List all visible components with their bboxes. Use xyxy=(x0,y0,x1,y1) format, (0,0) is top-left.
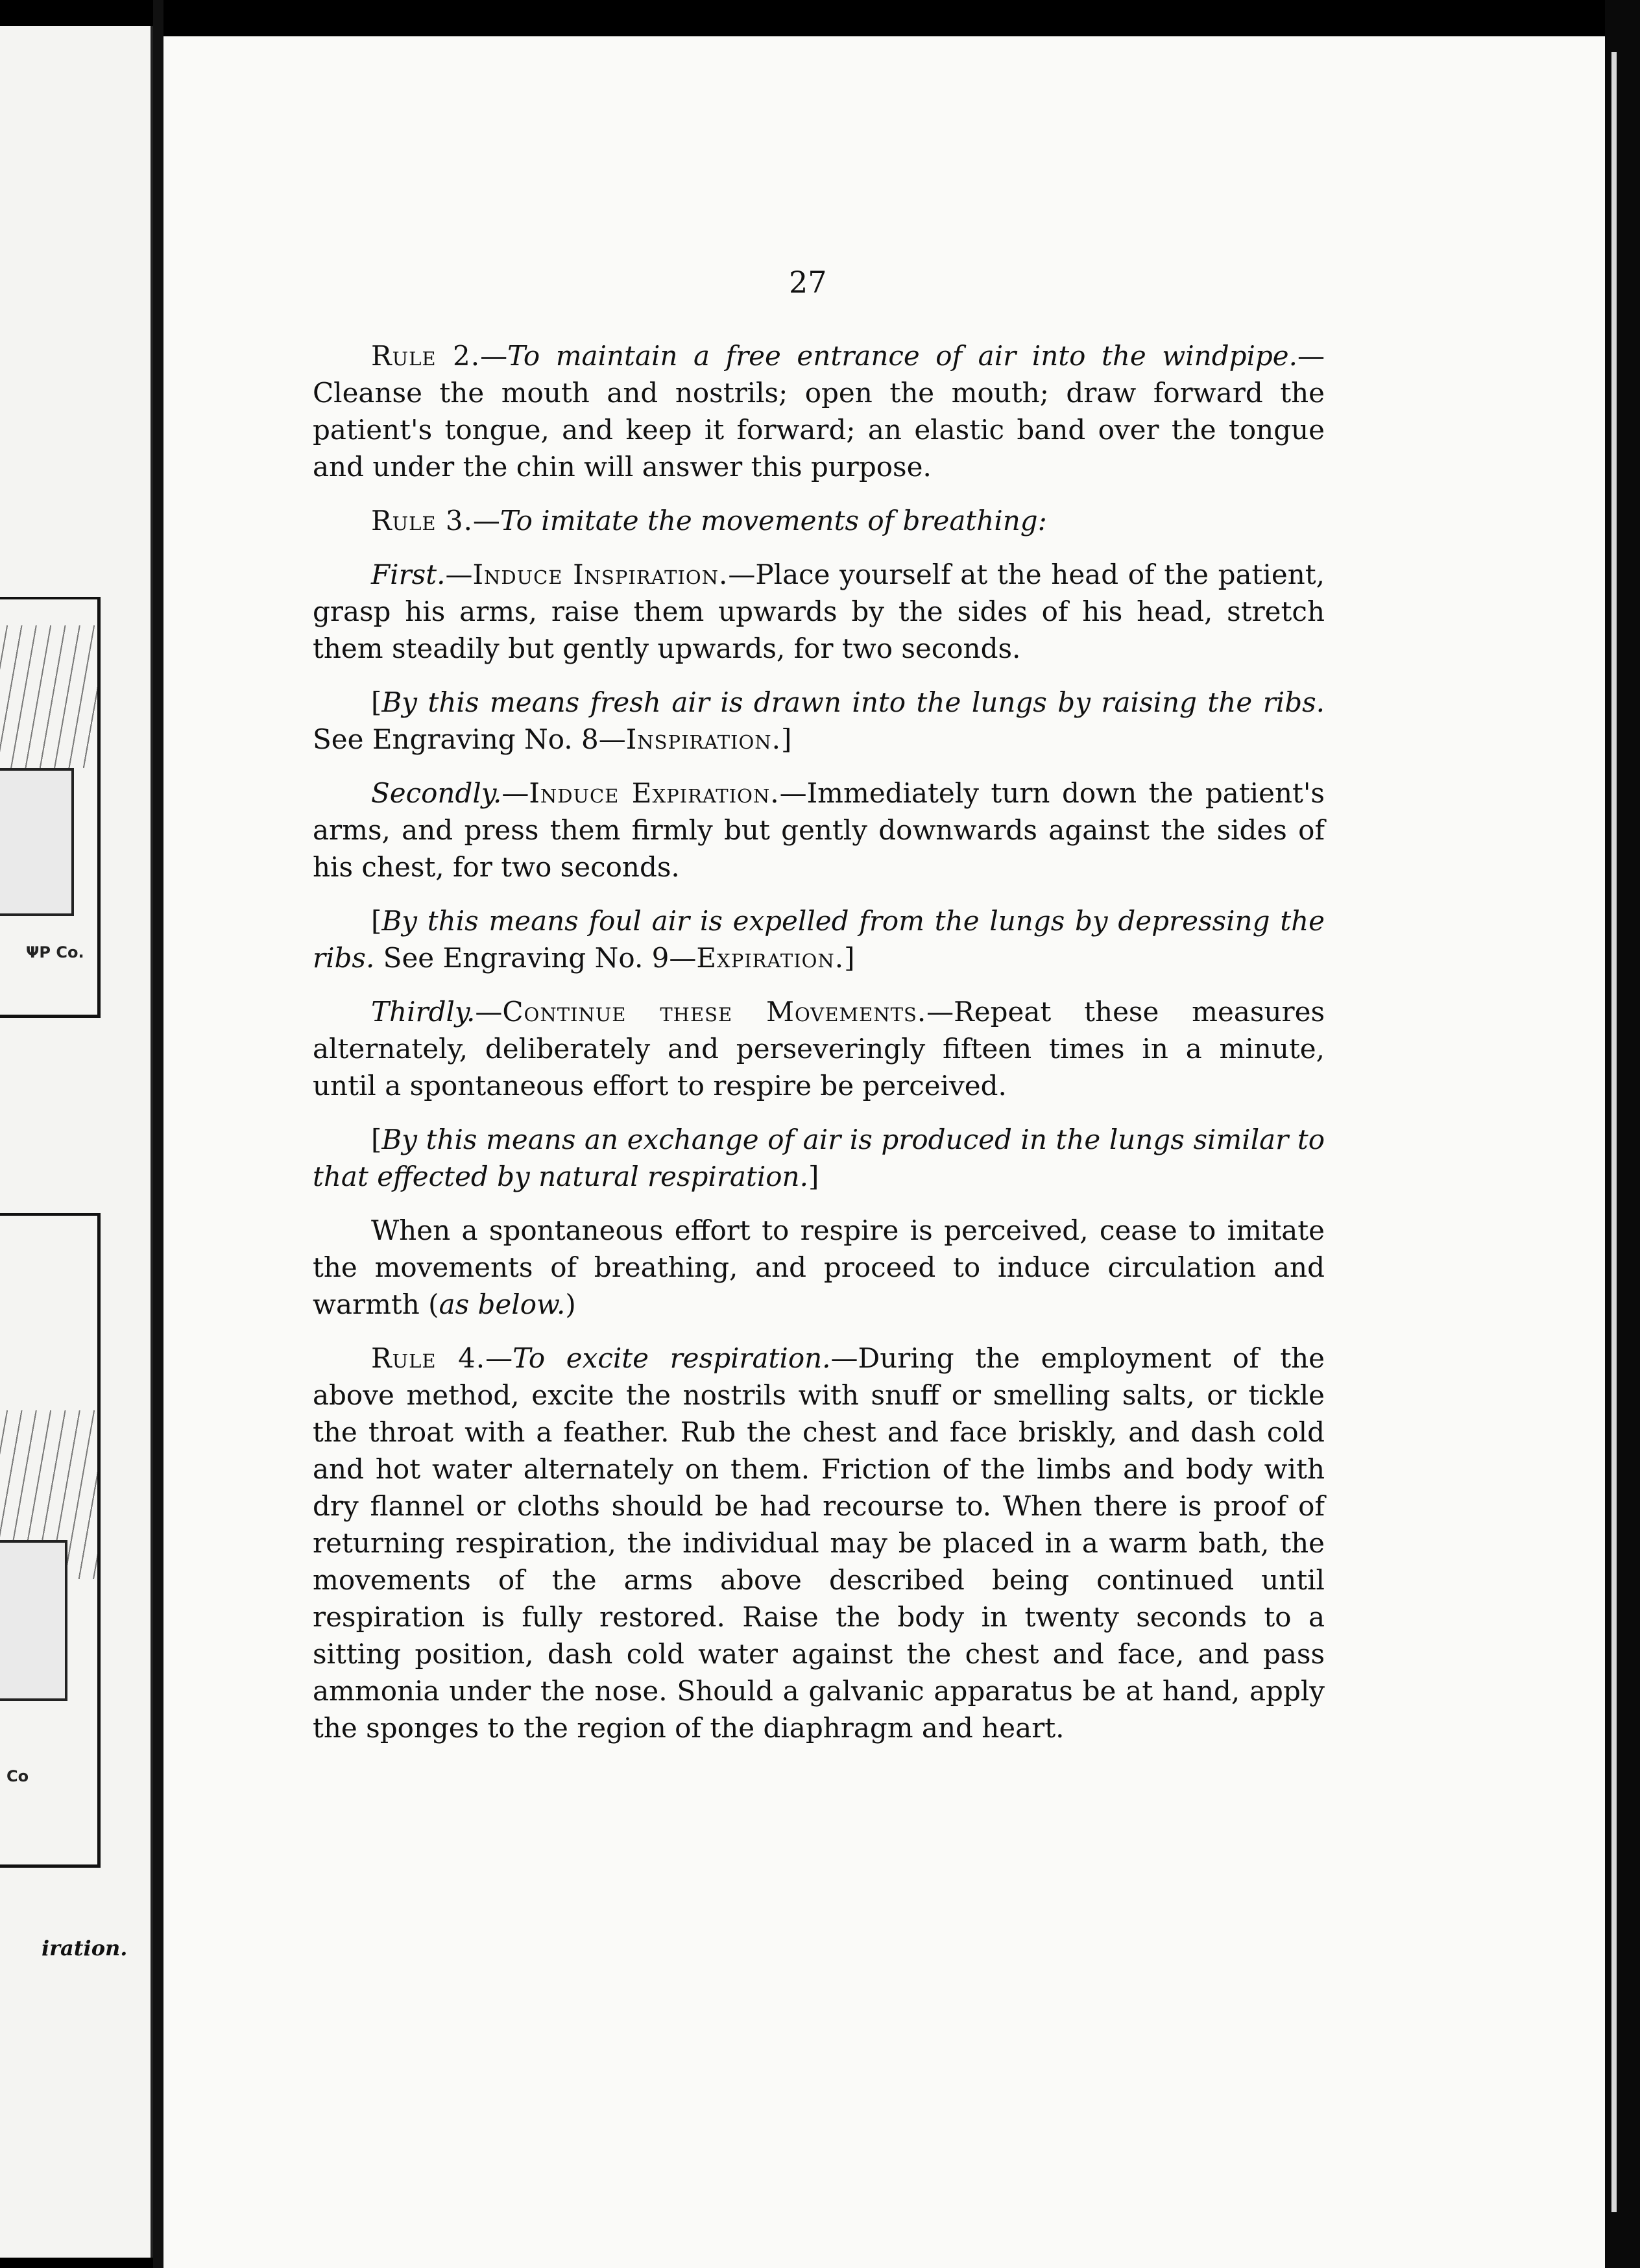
engraving-caption: iration. xyxy=(42,1936,128,1960)
rule-label: Rule 3. xyxy=(371,505,473,537)
note-expiration: [By this means foul air is expelled from the lungs by depressing the ribs. See Engraving No. 9—Expiration.] xyxy=(313,905,1325,974)
step-label: Secondly. xyxy=(371,777,502,809)
note-smallcaps: Expiration. xyxy=(696,942,845,974)
step-heading: Continue these Movements. xyxy=(502,996,927,1028)
step-heading: Induce Expiration. xyxy=(529,777,780,809)
engraving-fragment-bottom xyxy=(0,1213,101,1868)
rule-heading: To maintain a free entrance of air into the windpipe. xyxy=(507,340,1297,372)
step-text: Place yourself at the head of the patient, grasp his arms, raise them upwards by the sides of his head, stretch them steadily but gently upwards, for two seconds. xyxy=(313,559,1325,664)
step-label: First. xyxy=(371,559,446,590)
house-illustration xyxy=(0,768,74,916)
paragraph-rule-4: Rule 4.—To excite respiration.—During the employment of the above method, excite the nostrils with snuff or smelling salts, or tickle the throat with a feather. Rub the chest and face briskly, and dash cold and hot water alternately on them. Friction of the limbs and body with dry flannel or cloths should be had recourse to. When there is proof of returning respiration, the individual may be placed in a warm bath, the movements of the arms above described being continued until respiration is fully restored. Raise the body in twenty seconds to a sitting position, dash cold water against the chest and face, and pass ammonia under the nose. Should a galvanic apparatus be at hand, apply the sponges to the region of the diaphragm and heart. xyxy=(313,1342,1325,1744)
engraving-label-bottom: Co xyxy=(6,1767,29,1785)
rule-label: Rule 2. xyxy=(371,340,481,372)
paragraph-warmth: When a spontaneous effort to respire is perceived, cease to imitate the movements of breathing, and proceed to induce circulation and warmth (as below.) xyxy=(313,1214,1325,1320)
italic-tail: as below. xyxy=(439,1288,566,1320)
note-italic: By this means fresh air is drawn into the lungs by raising the ribs. xyxy=(381,686,1325,718)
hatching xyxy=(0,625,97,768)
scan-edge xyxy=(1605,0,1640,2268)
page-number: 27 xyxy=(789,265,827,300)
rule-label: Rule 4. xyxy=(371,1342,486,1374)
rule-text: During the employment of the above method, excite the nostrils with snuff or smelling salts, or tickle the throat with a feather. Rub the chest and face briskly, and dash cold and hot water alternately on them. Friction of the limbs and body with dry flannel or cloths should be had recourse to. When there is proof of returning respiration, the individual may be placed in a warm bath, the movements of the arms above described being continued until respiration is fully restored. Raise the body in twenty seconds to a sitting position, dash cold water against the chest and face, and pass ammonia under the nose. Should a galvanic apparatus be at hand, apply the sponges to the region of the diaphragm and heart. xyxy=(313,1342,1325,1744)
rule-text: Cleanse the mouth and nostrils; open the mouth; draw forward the patient's tongue, and keep it forward; an elastic band over the tongue and under the chin will answer this purpose. xyxy=(313,377,1325,483)
note-plain: See Engraving No. 9— xyxy=(383,942,697,974)
body-text xyxy=(313,337,1325,1763)
plain-text: When a spontaneous effort to respire is perceived, cease to imitate the movements of breathing, and proceed to induce circulation and warmth xyxy=(313,1214,1325,1320)
step-text: Repeat these measures alternately, deliberately and perseveringly fifteen times in a minute, until a spontaneous effort to respire be perceived. xyxy=(313,996,1325,1102)
note-italic: By this means an exchange of air is produced in the lungs similar to that effected by natural respiration. xyxy=(313,1124,1325,1192)
paragraph-first: First.—Induce Inspiration.—Place yourself at the head of the patient, grasp his arms, raise them upwards by the sides of his head, stretch them steadily but gently upwards, for two seconds. xyxy=(313,559,1325,664)
facing-page xyxy=(0,26,153,2258)
paragraph-rule-2: Rule 2.—To maintain a free entrance of air into the windpipe.— Cleanse the mouth and nostrils; open the mouth; draw forward the patient's tongue, and keep it forward; an elastic band over the tongue and under the chin will answer this purpose. xyxy=(313,340,1325,483)
note-inspiration: [By this means fresh air is drawn into the lungs by raising the ribs. See Engraving No. 8—Inspiration.] xyxy=(313,686,1325,755)
paragraph-rule-3: Rule 3.—To imitate the movements of breathing: xyxy=(371,505,1047,537)
note-italic: By this means foul air is expelled from the lungs by depressing the ribs. xyxy=(313,905,1325,974)
engraving-label-top: ΨP Co. xyxy=(26,943,84,961)
engraving-fragment-top xyxy=(0,597,101,1018)
rule-heading: To excite respiration. xyxy=(512,1342,831,1374)
paragraph-thirdly: Thirdly.—Continue these Movements.—Repeat these measures alternately, deliberately and perseveringly fifteen times in a minute, until a spontaneous effort to respire be perceived. xyxy=(313,996,1325,1102)
binding-gutter xyxy=(153,0,163,2268)
step-label: Thirdly. xyxy=(371,996,476,1028)
note-smallcaps: Inspiration. xyxy=(625,723,782,755)
note-plain: See Engraving No. 8— xyxy=(313,723,626,755)
step-heading: Induce Inspiration. xyxy=(472,559,729,590)
rule-heading: To imitate the movements of breathing: xyxy=(500,505,1047,537)
paragraph-secondly: Secondly.—Induce Expiration.—Immediately turn down the patient's arms, and press them firmly but gently downwards against the sides of his chest, for two seconds. xyxy=(313,777,1325,883)
step-text: Immediately turn down the patient's arms, and press them firmly but gently downwards against the sides of his chest, for two seconds. xyxy=(313,777,1325,883)
note-exchange: [By this means an exchange of air is produced in the lungs similar to that effected by natural respiration.] xyxy=(313,1124,1325,1192)
house-illustration xyxy=(0,1540,67,1701)
